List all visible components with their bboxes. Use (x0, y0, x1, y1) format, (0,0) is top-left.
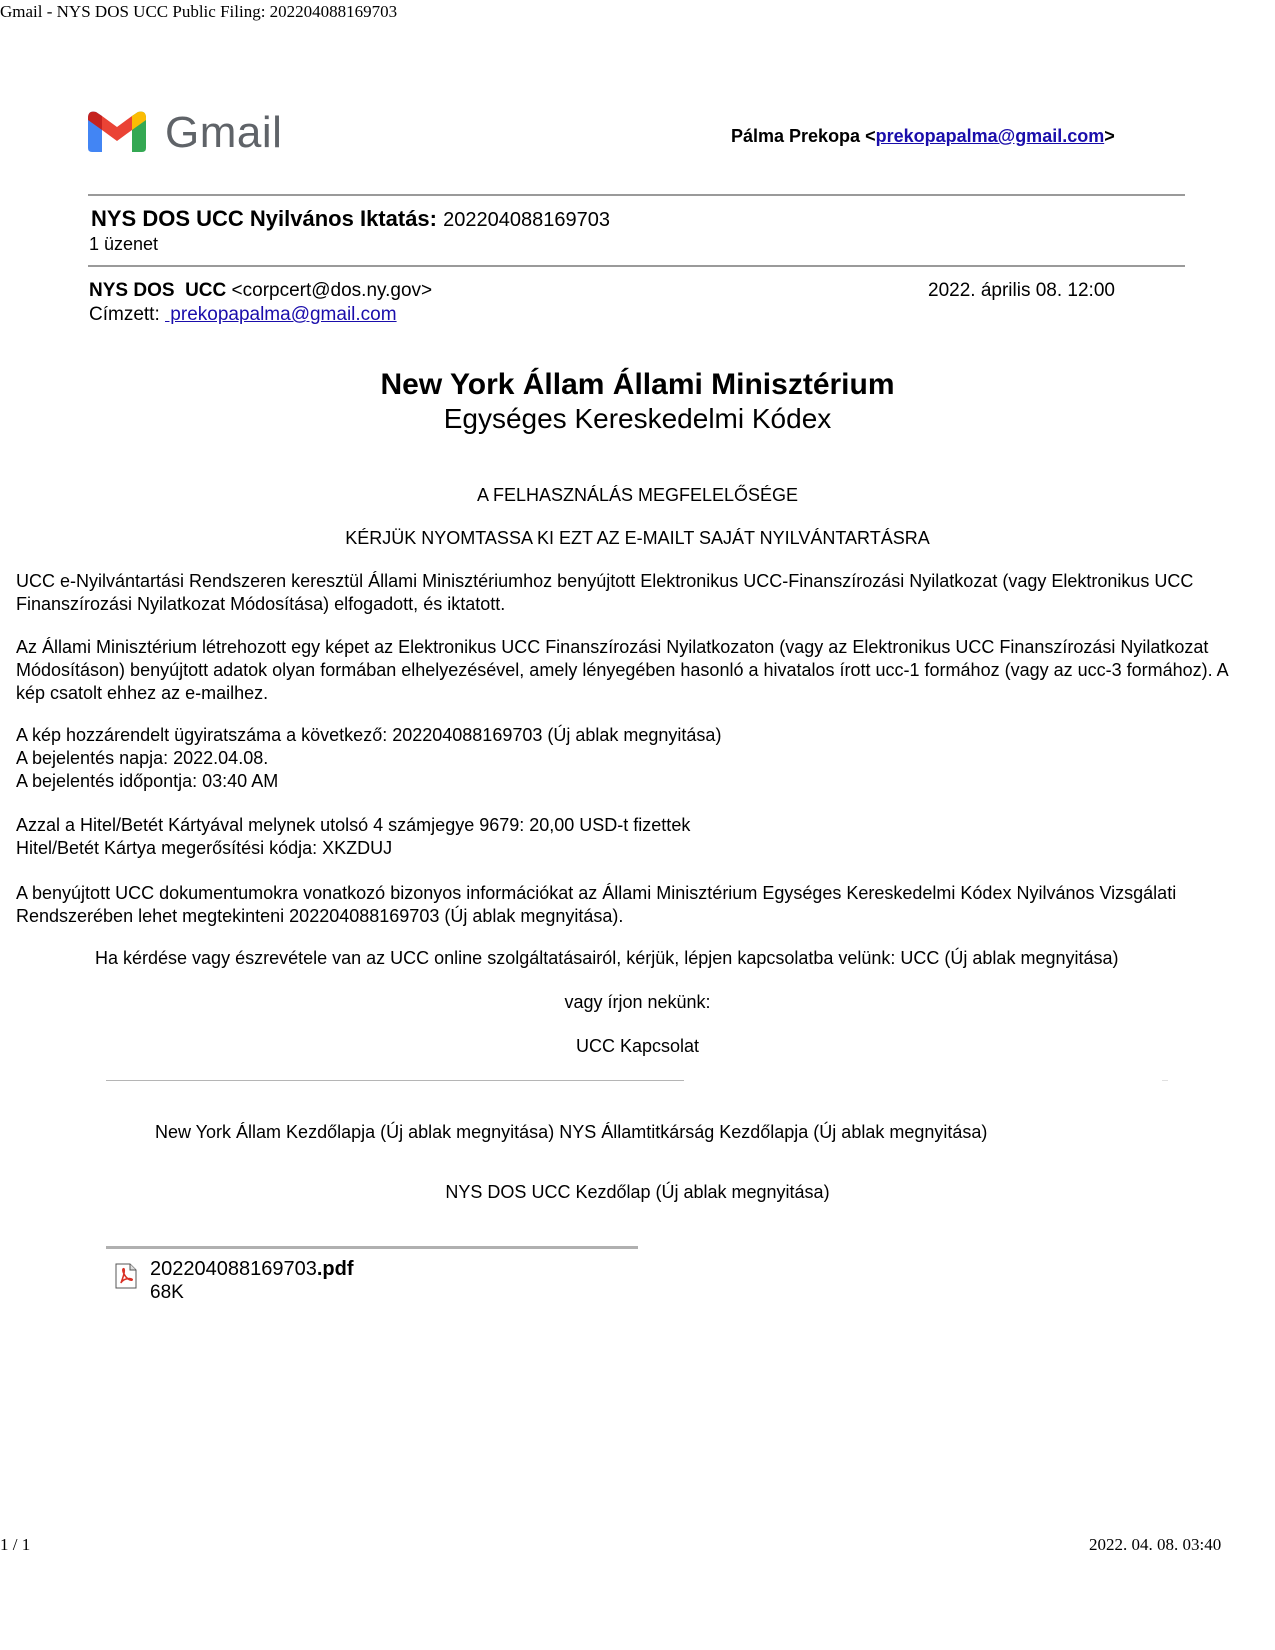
filing-time: A bejelentés időpontja: 03:40 AM (16, 771, 279, 791)
home-links-line: New York Állam Kezdőlapja (Új ablak megnyitása) NYS Államtitkárság Kezdőlapja (Új ablak megnyitása) (155, 1122, 988, 1142)
message-count: 1 üzenet (89, 234, 159, 254)
ucc-contact-text: UCC Kapcsolat (575, 1036, 700, 1056)
print-timestamp: 2022. 04. 08. 03:40 (1089, 1535, 1222, 1554)
contact-paragraph: Ha kérdése vagy észrevétele van az UCC online szolgáltatásairól, kérjük, lépjen kapcsolatba velünk: UCC (Új ablak megnyitása) (95, 948, 1119, 968)
gmail-wordmark: Gmail (165, 108, 283, 157)
print-page-title: Gmail - NYS DOS UCC Public Filing: 202204088169703 (0, 2, 398, 21)
thread-subject (91, 206, 610, 232)
subject-label: NYS DOS UCC Nyilvános Iktatás: (91, 206, 437, 231)
account-email-link[interactable]: prekopapalma@gmail.com (875, 126, 1105, 146)
message-date: 2022. április 08. 12:00 (928, 280, 1115, 301)
attachment-extension: .pdf (316, 1258, 354, 1280)
body-paragraph-5: A benyújtott UCC dokumentumokra vonatkozó bizonyos információkat az Állami Minisztérium Egységes Kereskedelmi Kódex Nyilvános Vizsgálati Rendszerében lehet megtekinteni 202204088169703 (Új ablak megnyitása). (16, 883, 1177, 926)
filing-date: A bejelentés napja: 2022.04.08. (16, 748, 269, 768)
body-caption-1: A FELHASZNÁLÁS MEGFELELŐSÉGE (476, 485, 799, 505)
body-heading-1: New York Állam Állami Minisztérium (380, 368, 895, 401)
attachment-size: 68K (150, 1282, 184, 1303)
body-caption-2: KÉRJÜK NYOMTASSA KI EZT AZ E-MAILT SAJÁT NYILVÁNTARTÁSRA (345, 528, 930, 548)
footer-divider-end (1162, 1080, 1168, 1081)
account-info: Pálma Prekopa <prekopapalma@gmail.com> (731, 126, 1115, 146)
body-paragraph-2: Az Állami Minisztérium létrehozott egy képet az Elektronikus UCC Finanszírozási Nyilatkozaton (vagy az Elektronikus UCC Finanszírozási Nyilatkozat Módosításon) benyújtott adatok olyan formában elhelyezésével, amely lényegében hasonló a hivatalos írott ucc-1 formához (vagy az ucc-3 formához). A kép csatolt ehhez az e-mailhez. (16, 637, 1228, 703)
body-heading-2: Egységes Kereskedelmi Kódex (443, 403, 832, 434)
body-paragraph-1: UCC e-Nyilvántartási Rendszeren keresztül Állami Minisztériumhoz benyújtott Elektronikus UCC-Finanszírozási Nyilatkozat (vagy Elektronikus UCC Finanszírozási Nyilatkozat Módosítása) elfogadott, és iktatott. (16, 571, 1194, 614)
ucc-home-link-line: NYS DOS UCC Kezdőlap (Új ablak megnyitása) (445, 1182, 830, 1202)
recipient-label: Címzett: (89, 304, 160, 325)
header-divider (88, 194, 1185, 196)
message-recipient (89, 304, 397, 326)
recipient-email-link[interactable]: prekopapalma@gmail.com (165, 304, 397, 325)
attachment-divider (106, 1246, 638, 1249)
account-name: Pálma Prekopa (731, 126, 861, 146)
attachment-name[interactable] (150, 1258, 354, 1281)
pdf-file-icon[interactable] (113, 1263, 139, 1289)
body-paragraph-4 (16, 814, 1261, 860)
sender-email: <corpcert@dos.ny.gov> (231, 280, 433, 301)
gmail-logo-icon (86, 106, 148, 156)
write-us-text: vagy írjon nekünk: (564, 992, 711, 1012)
body-paragraph-3 (16, 724, 1261, 793)
image-case-number: A kép hozzárendelt ügyiratszáma a következő: 202204088169703 (Új ablak megnyitása) (16, 725, 722, 745)
subject-divider (88, 265, 1185, 267)
attachment-basename: 202204088169703 (150, 1258, 317, 1280)
message-sender (89, 280, 432, 302)
subject-number: 202204088169703 (443, 209, 610, 231)
footer-divider (106, 1080, 684, 1081)
confirmation-code: Hitel/Betét Kártya megerősítési kódja: XKZDUJ (16, 838, 393, 858)
sender-name: NYS DOS UCC (89, 280, 227, 301)
payment-info: Azzal a Hitel/Betét Kártyával melynek utolsó 4 számjegye 9679: 20,00 USD-t fizettek (16, 815, 691, 835)
print-page-number: 1 / 1 (0, 1535, 31, 1554)
